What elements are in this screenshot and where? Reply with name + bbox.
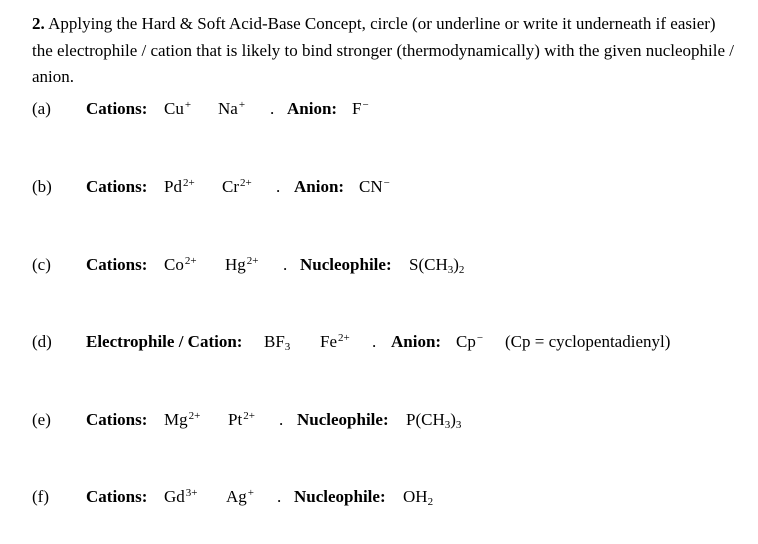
species-symbol: Cp [456,332,476,351]
species-charge: − [476,332,484,344]
species-symbol: Pt [228,410,243,429]
cation-option[interactable] [164,485,198,511]
part-c [0,253,758,277]
electrophile-heading: Electrophile / Cation: [86,332,243,351]
anion-species [352,97,369,123]
separator-dot: . [276,177,281,196]
separator-dot: . [283,255,288,274]
cations-heading: Cations: [86,99,148,118]
cation-option[interactable] [225,253,259,279]
species-charge: 2+ [188,410,201,422]
species-symbol: Ag [226,487,247,506]
part-e [0,408,758,432]
separator-dot: . [279,410,284,429]
electrophile-option[interactable] [264,330,290,356]
species-symbol: Fe [320,332,337,351]
species-symbol: Cr [222,177,239,196]
species-charge: 2+ [240,177,252,189]
separator-dot: . [277,487,282,506]
anion-heading: Anion: [391,332,442,351]
species-symbol: Mg [164,410,188,429]
species-charge: 2+ [243,410,255,422]
species-charge: 2+ [338,332,350,344]
species-charge: 2+ [182,177,195,189]
part-label: (c) [32,255,51,274]
cations-heading: Cations: [86,255,148,274]
cation-option[interactable] [164,253,197,279]
part-b [0,175,758,199]
cations-heading: Cations: [86,487,148,506]
part-label: (f) [32,487,49,506]
nucleophile-species: $OH_2$ [403,487,434,508]
part-f [0,485,758,509]
anion-heading: Anion: [287,99,338,118]
species-charge: 2+ [246,255,259,267]
cation-option[interactable] [164,408,200,434]
cation-option[interactable] [218,97,245,123]
species-symbol: Hg [225,255,246,274]
species-symbol: Pd [164,177,182,196]
species-symbol: Cu [164,99,184,118]
species-charge: 2+ [184,255,197,267]
cation-option[interactable] [228,408,255,434]
part-label: (d) [32,332,52,351]
anion-heading: Anion: [294,177,345,196]
part-label: (a) [32,99,51,118]
part-label: (e) [32,410,51,429]
cations-heading: Cations: [86,177,148,196]
species-charge: − [362,99,369,111]
species-symbol: BF [264,332,285,351]
cation-option[interactable] [164,175,195,201]
question-text [32,11,738,91]
species-charge: − [383,177,390,189]
species-charge: + [247,487,254,499]
species-subscript: 3 [284,341,291,353]
nucleophile-species: $P(CH_3)_3$ [406,410,462,431]
species-symbol: Co [164,255,184,274]
species-charge: + [238,99,246,111]
part-d [0,330,758,354]
note: (Cp = cyclopentadienyl) [505,332,671,351]
part-label: (b) [32,177,52,196]
species-symbol: F [352,99,362,118]
anion-species [359,175,390,201]
species-symbol: CN [359,177,383,196]
separator-dot: . [270,99,275,118]
species-symbol: Gd [164,487,185,506]
part-a [0,97,758,121]
species-charge: + [184,99,192,111]
nucleophile-species: $S(CH_3)_2$ [409,255,465,276]
question-body: Applying the Hard & Soft Acid-Base Concept, circle (or underline or write it underneath if easier) the electrophile / cation that is likely to bind stronger (thermodynamically) with the given nucleophile / anion. [32,14,735,86]
species-charge: 3+ [185,487,198,499]
cation-option[interactable] [222,175,252,201]
nucleophile-heading: Nucleophile: [297,410,389,429]
cations-heading: Cations: [86,410,148,429]
cation-option[interactable] [226,485,254,511]
cation-option[interactable] [164,97,191,123]
separator-dot: . [372,332,377,351]
cation-option[interactable] [320,330,350,356]
nucleophile-heading: Nucleophile: [294,487,386,506]
species-symbol: Na [218,99,238,118]
nucleophile-heading: Nucleophile: [300,255,392,274]
question-number: 2. [32,14,45,33]
anion-species [456,330,483,356]
